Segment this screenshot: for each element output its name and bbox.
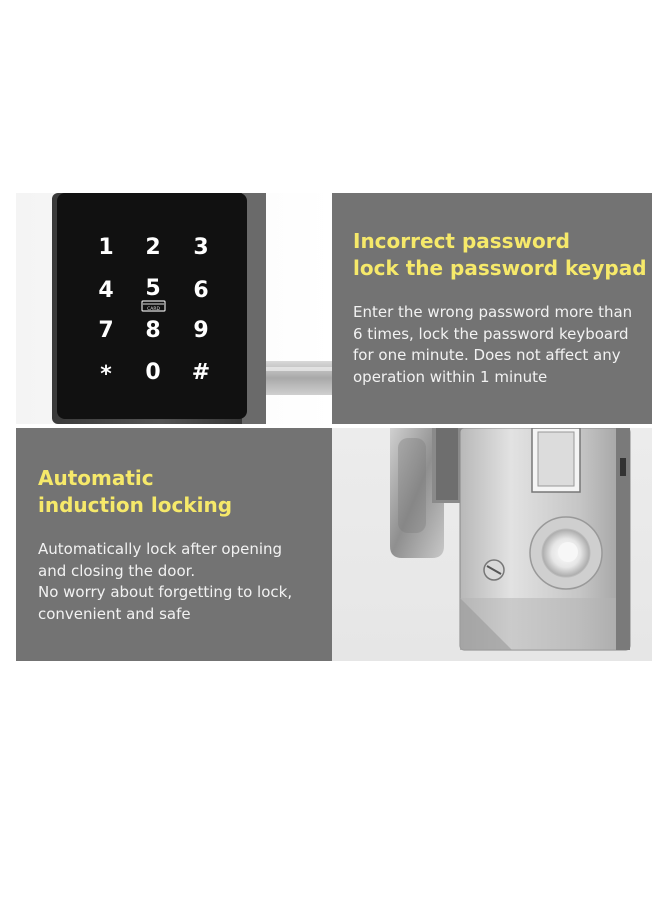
key-star[interactable]: * bbox=[100, 362, 112, 387]
description-line: No worry about forgetting to lock, bbox=[38, 583, 293, 601]
keypad-illustration bbox=[16, 193, 332, 424]
description-line: for one minute. Does not affect any bbox=[353, 346, 621, 364]
description-line: convenient and safe bbox=[38, 604, 191, 623]
key-0[interactable]: 0 bbox=[145, 360, 161, 385]
key-7[interactable]: 7 bbox=[98, 318, 114, 343]
password-feature-description bbox=[353, 302, 632, 388]
key-4[interactable]: 4 bbox=[98, 278, 114, 303]
password-feature-heading bbox=[353, 228, 647, 282]
lock-mechanism-illustration bbox=[332, 428, 652, 661]
description-line: 6 times, lock the password keyboard bbox=[353, 324, 629, 343]
description-line: Enter the wrong password more than bbox=[353, 303, 633, 321]
heading-line: induction locking bbox=[38, 493, 233, 517]
key-hash[interactable]: # bbox=[191, 360, 211, 385]
heading-line: Automatic bbox=[38, 466, 154, 490]
lock-mechanism-photo-panel bbox=[332, 428, 652, 661]
key-9[interactable]: 9 bbox=[193, 318, 209, 343]
key-6[interactable]: 6 bbox=[193, 278, 209, 303]
card-label: CARD bbox=[147, 307, 160, 312]
description-line: operation within 1 minute bbox=[353, 367, 548, 386]
auto-lock-feature-description bbox=[38, 539, 292, 625]
key-1[interactable]: 1 bbox=[98, 235, 114, 260]
auto-lock-feature-panel bbox=[16, 428, 332, 661]
key-8[interactable]: 8 bbox=[145, 318, 161, 343]
keypad-photo-panel bbox=[16, 193, 332, 424]
description-line: and closing the door. bbox=[38, 561, 196, 580]
description-line: Automatically lock after opening bbox=[38, 540, 283, 558]
keypad-glass bbox=[57, 193, 247, 419]
key-3[interactable]: 3 bbox=[193, 235, 209, 260]
password-feature-panel bbox=[332, 193, 652, 424]
key-2[interactable]: 2 bbox=[145, 235, 161, 260]
auto-lock-feature-heading bbox=[38, 465, 232, 519]
heading-line: lock the password keypad bbox=[353, 256, 647, 280]
key-5[interactable]: 5 bbox=[145, 276, 161, 301]
heading-line: Incorrect password bbox=[353, 229, 570, 253]
